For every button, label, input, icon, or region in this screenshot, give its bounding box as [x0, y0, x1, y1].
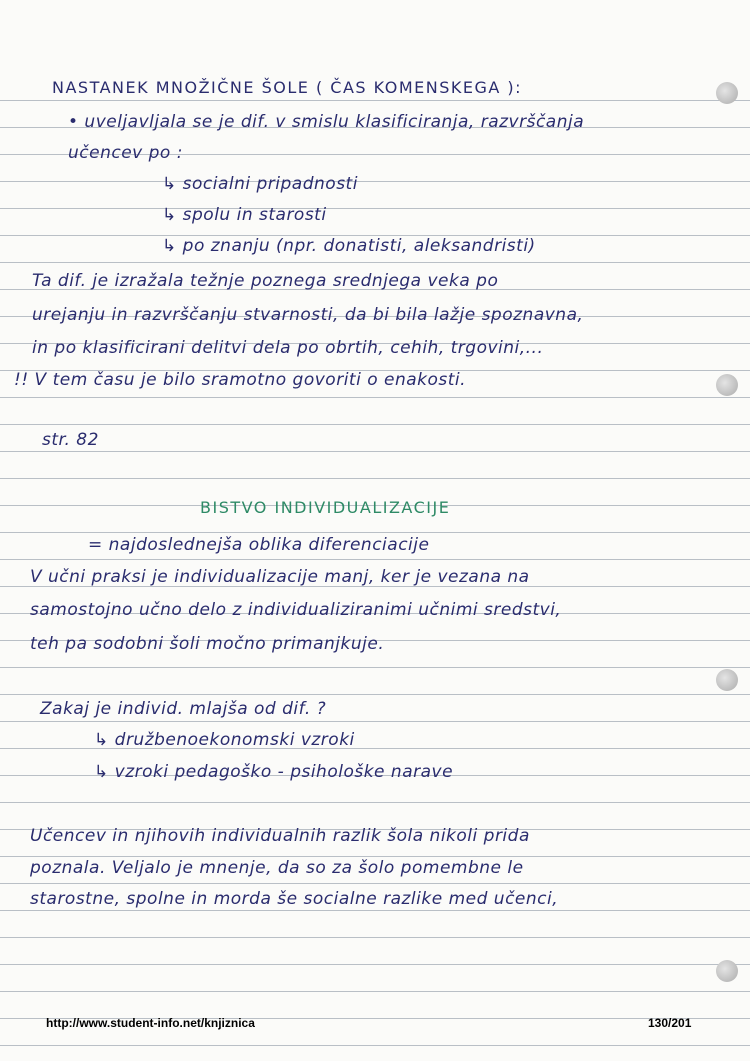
note-line: starostne, spolne in morda še socialne razlike med učenci,: [30, 889, 559, 909]
note-line: Zakaj je individ. mlajša od dif. ?: [40, 699, 327, 719]
note-line: !! V tem času je bilo sramotno govoriti o enakosti.: [14, 370, 467, 390]
note-line: urejanju in razvrščanju stvarnosti, da bi bila lažje spoznavna,: [32, 305, 584, 325]
note-line: ↳ vzroki pedagoško - psihološke narave: [94, 762, 454, 782]
page-number: 130/201: [648, 1016, 692, 1030]
note-line: = najdoslednejša oblika diferenciacije: [88, 535, 430, 555]
note-line: ↳ spolu in starosti: [162, 205, 327, 225]
page-top-margin: [0, 0, 750, 72]
punch-hole: [716, 374, 738, 396]
page-reference: str. 82: [42, 430, 99, 450]
note-line: poznala. Veljalo je mnenje, da so za šolo pomembne le: [30, 858, 524, 878]
note-line: • uveljavljala se je dif. v smislu klasificiranja, razvrščanja: [68, 112, 585, 132]
note-line: učencev po :: [68, 143, 183, 163]
note-line: samostojno učno delo z individualiziranimi učnimi sredstvi,: [30, 600, 562, 620]
punch-hole: [716, 960, 738, 982]
note-line: ↳ družbenoekonomski vzroki: [94, 730, 355, 750]
note-line: teh pa sodobni šoli močno primanjkuje.: [30, 634, 385, 654]
punch-hole: [716, 669, 738, 691]
note-line: Učencev in njihovih individualnih razlik šola nikoli prida: [30, 826, 530, 846]
note-line: ↳ socialni pripadnosti: [162, 174, 358, 194]
note-line: in po klasificirani delitvi dela po obrtih, cehih, trgovini,...: [32, 338, 544, 358]
punch-hole: [716, 82, 738, 104]
section-2-title: BISTVO INDIVIDUALIZACIJE: [200, 498, 451, 517]
source-url: http://www.student-info.net/knjiznica: [46, 1016, 255, 1030]
note-line: V učni praksi je individualizacije manj, ker je vezana na: [30, 567, 530, 587]
note-line: ↳ po znanju (npr. donatisti, aleksandristi): [162, 236, 536, 256]
note-line: Ta dif. je izražala težnje poznega srednjega veka po: [32, 271, 499, 291]
section-1-title: NASTANEK MNOŽIČNE ŠOLE ( ČAS KOMENSKEGA ):: [52, 78, 523, 97]
